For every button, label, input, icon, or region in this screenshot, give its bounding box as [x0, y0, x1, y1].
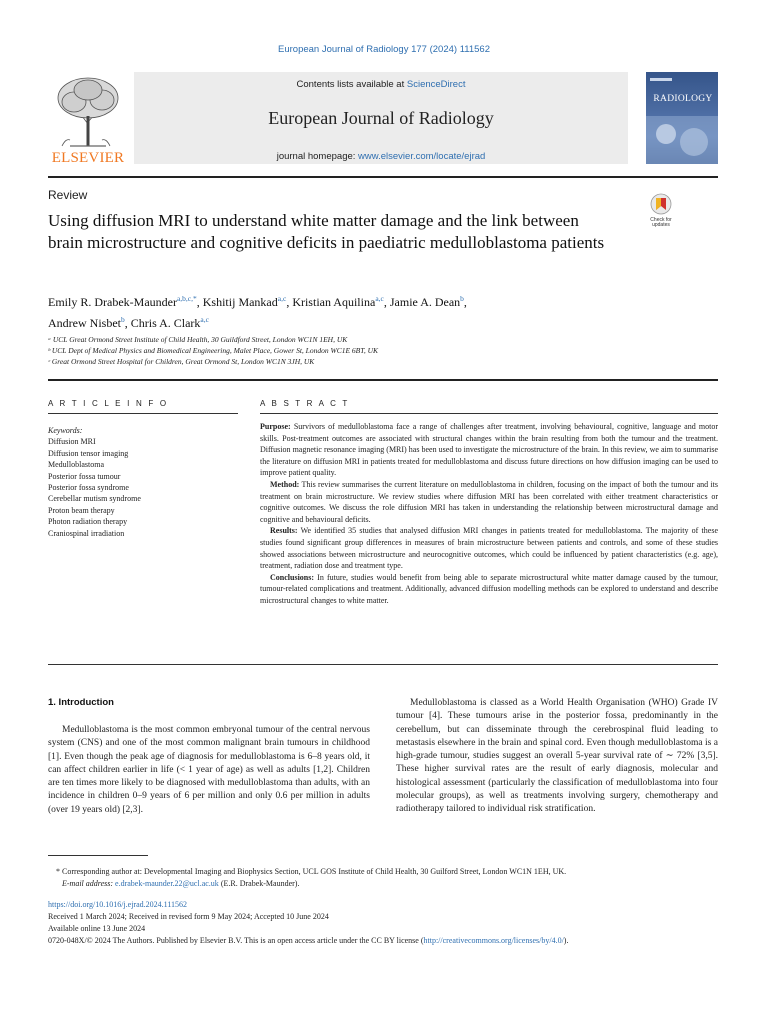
- article-info-heading: A R T I C L E I N F O: [48, 399, 169, 408]
- intro-paragraph: Medulloblastoma is the most common embryonal tumour of the central nervous system (CNS) and one of the most common malignant brain tumours in childhood [1]. Even though the peak age of diagnosis for medulloblastoma is 6–8 years old, it can affect children earlier in life (< 1 year of age) as well as adults [1,2]. Children are ten times more likely to be diagnosed with medulloblastoma than adults, with an incidence in children 0–9 years of 6 per million and only 0.6 per million in adults (over 19 years old) [2,3].: [48, 725, 370, 815]
- footnote-rule: [48, 855, 148, 856]
- abstract-rule: [260, 413, 718, 414]
- corresponding-author-footnote: [48, 866, 718, 890]
- keyword-item: Craniospinal irradiation: [48, 528, 125, 538]
- abstract-results: [260, 525, 718, 571]
- abstract-body: [260, 421, 718, 607]
- abstract-text: Survivors of medulloblastoma face a range of challenges after treatment, involving behavioural, cognitive, language and motor skills. Post-treatment outcomes are associated with structural changes within the brain resulting from both the tumour and the treatment. Diffusion magnetic resonance imaging (MRI) has been used to investigate the microstructure of the brain. In this review, we aim to summarise the literature on diffusion MRI in patients treated for medulloblastoma and discuss future directions on how diffusion imaging can be used to improve patient quality.: [260, 422, 718, 478]
- article-info-rule: [48, 413, 238, 414]
- journal-homepage-link[interactable]: www.elsevier.com/locate/ejrad: [358, 151, 486, 162]
- keyword-item: Posterior fossa tumour: [48, 471, 121, 481]
- intro-paragraph: Medulloblastoma is classed as a World Health Organisation (WHO) Grade IV tumour [4]. These tumours arise in the posterior fossa, predominantly in the cerebellum, but can disseminate through the cerebrospinal fluid leading to metastasis elsewhere in the brain and spinal cord. Even though medulloblastoma is a high-grade tumour, studies suggest an overall 5-year survival rate of ∼ 72% [3,5]. These higher survival rates are the result of early diagnosis, molecular and histological assessment (particularly the classification of medulloblastoma into four molecular groups), as well as treatments involving surgery, chemotherapy and radiotherapy tailored to individual risk stratification.: [396, 698, 718, 815]
- license-link[interactable]: http://creativecommons.org/licenses/by/4.0/: [423, 936, 564, 945]
- email-label: E-mail address:: [62, 879, 114, 888]
- svg-text:updates: updates: [652, 222, 670, 228]
- corresponding-author-text: * Corresponding author at: Developmental Imaging and Biophysics Section, UCL GOS Institute of Child Health, 30 Guilford Street, London WC1N 1EH, UK.: [56, 867, 567, 876]
- header-rule: [48, 379, 718, 381]
- author-affiliation-marker[interactable]: a,b,c,*: [176, 294, 197, 303]
- author-name: Kshitij Mankad: [202, 295, 278, 309]
- keyword-item: Diffusion tensor imaging: [48, 448, 129, 458]
- contents-line: [134, 79, 628, 90]
- abstract-label: Results:: [270, 526, 298, 536]
- check-for-updates-button[interactable]: [647, 192, 675, 228]
- keywords-label: Keywords:: [48, 426, 83, 435]
- homepage-line: [134, 151, 628, 162]
- author-affiliation-marker[interactable]: a,c: [375, 294, 384, 303]
- author-affiliation-marker[interactable]: b: [120, 315, 125, 324]
- journal-name: European Journal of Radiology: [268, 108, 494, 128]
- keywords-block: [48, 425, 228, 539]
- abstract-method: [260, 479, 718, 525]
- abstract-label: Conclusions:: [270, 572, 315, 582]
- license-line: [48, 935, 728, 947]
- keyword-item: Medulloblastoma: [48, 460, 104, 470]
- available-online: Available online 13 June 2024: [48, 924, 146, 933]
- cover-title: RADIOLOGY: [653, 94, 713, 104]
- elsevier-wordmark[interactable]: ELSEVIER: [51, 150, 125, 166]
- doi-link[interactable]: https://doi.org/10.1016/j.ejrad.2024.111562: [48, 900, 188, 909]
- author-name: Andrew Nisbet: [48, 316, 121, 330]
- affiliation-b: ᵇ UCL Dept of Medical Physics and Biomedical Engineering, Malet Place, Gower St, London WC1E 6BT, UK: [48, 346, 379, 355]
- keyword-item: Posterior fossa syndrome: [48, 483, 129, 493]
- keyword-item: Photon radiation therapy: [48, 517, 128, 527]
- article-title: Using diffusion MRI to understand white matter damage and the link between brain microstructure and cognitive deficits in paediatric medulloblastoma patients: [48, 211, 605, 252]
- journal-citation[interactable]: European Journal of Radiology 177 (2024) 111562: [278, 44, 490, 55]
- abstract-text: This review summarises the current literature on medulloblastoma in children, focusing on the impact of both the tumour and its treatment on brain microstructure. We review studies where diffusion MRI has been correlated with either treatment characteristics or cognitive outcomes. We discuss the role diffusion MRI has taken in understanding the relationship between microstructural damage and cognitive and behavioural deficits.: [260, 479, 718, 524]
- homepage-prefix: journal homepage:: [276, 151, 356, 162]
- email-suffix: (E.R. Drabek-Maunder).: [220, 879, 300, 888]
- abstract-heading: A B S T R A C T: [260, 399, 350, 408]
- author-affiliation-marker[interactable]: a,c: [277, 294, 287, 303]
- sciencedirect-link[interactable]: ScienceDirect: [406, 79, 466, 90]
- author-name: Jamie A. Dean: [389, 295, 461, 309]
- author-name: Chris A. Clark: [130, 316, 201, 330]
- received-dates: Received 1 March 2024; Received in revised form 9 May 2024; Accepted 10 June 2024: [48, 912, 329, 921]
- license-prefix: 0720-048X/© 2024 The Authors. Published by Elsevier B.V. This is an open access article under the CC BY license (: [48, 936, 424, 945]
- abstract-conclusions: [260, 572, 718, 607]
- publication-info: [48, 899, 728, 947]
- keyword-item: Diffusion MRI: [48, 437, 96, 447]
- section-heading-introduction: 1. Introduction: [48, 697, 114, 708]
- author-affiliation-marker[interactable]: b: [460, 294, 464, 303]
- article-type: Review: [48, 188, 88, 202]
- email-link[interactable]: e.drabek-maunder.22@ucl.ac.uk: [115, 879, 219, 888]
- masthead-rule: [48, 176, 718, 178]
- svg-text:Check for: Check for: [650, 217, 672, 223]
- keyword-item: Cerebellar mutism syndrome: [48, 494, 141, 504]
- intro-right-column: [396, 697, 718, 817]
- affiliation-c: ᶜ Great Ormond Street Hospital for Children, Great Ormond St, London WC1N 3JH, UK: [48, 357, 315, 366]
- abstract-text: We identified 35 studies that analysed diffusion MRI changes in patients treated for medulloblastoma. The majority of these studies found significant group differences in measures of brain microstructure between patients and controls, and some of these studies showed associations between microstructure and neurocognitive outcomes, which could be influenced by patient characteristics (e.g. age), treatment, radiation dose and treatment type.: [260, 526, 718, 571]
- affiliations: [48, 334, 698, 367]
- contents-prefix: Contents lists available at: [296, 79, 405, 90]
- abstract-purpose: [260, 421, 718, 479]
- check-for-updates-icon: [647, 192, 675, 228]
- author-name: Kristian Aquilina: [292, 295, 376, 309]
- email-line: [48, 878, 718, 890]
- intro-left-column: [48, 724, 370, 817]
- author-name: Emily R. Drabek-Maunder: [48, 295, 177, 309]
- journal-cover-thumbnail[interactable]: [646, 72, 718, 164]
- author-list: Emily R. Drabek-Maunder$^{a,b,c,*}$, Kshitij Mankad$^{a,c}$, Kristian Aquilina$^{a,c}$, Jamie A. Dean$^b$, Andrew Nisbet$^b$, Chris A. Clark$^{a,c}$: [48, 294, 467, 330]
- author-affiliation-marker[interactable]: a,c: [200, 315, 209, 324]
- abstract-bottom-rule: [48, 664, 718, 665]
- abstract-text: In future, studies would benefit from being able to separate microstructural white matter damage caused by the tumour, tumour-related complications and treatment. Additionally, advanced diffusion modelling methods can be explored to understand and describe microstructural changes to white matter.: [260, 572, 718, 605]
- affiliation-a: ᵃ UCL Great Ormond Street Institute of Child Health, 30 Guildford Street, London WC1N 1EH, UK: [48, 335, 348, 344]
- abstract-label: Purpose:: [260, 422, 291, 431]
- keyword-item: Proton beam therapy: [48, 505, 115, 515]
- abstract-label: Method:: [270, 479, 300, 489]
- license-suffix: ).: [563, 936, 569, 945]
